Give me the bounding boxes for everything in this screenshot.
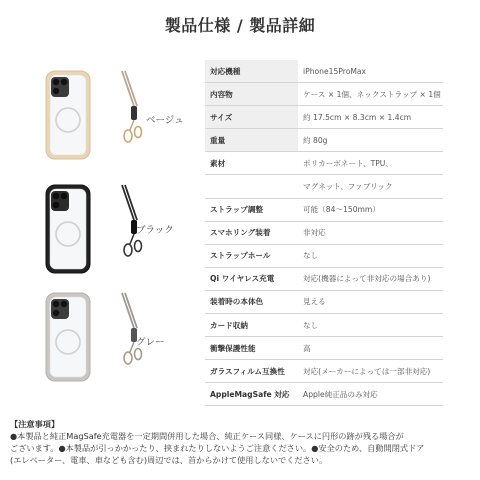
spec-key: 対応機種 (205, 60, 298, 83)
spec-key: 重量 (205, 129, 298, 152)
color-label-black: ブラック (136, 225, 174, 236)
spec-key: Qi ワイヤレス充電 (205, 267, 298, 290)
spec-row (205, 314, 443, 337)
spec-row (205, 383, 443, 406)
spec-table (205, 60, 443, 406)
notes-line: ●本製品と純正MagSafe充電器を一定期間併用した場合、純正ケース同様、ケースに円形の跡が残る場合が (10, 431, 404, 441)
notes-line: ございます。●本製品が引っかかったり、挟まれたりしないようご注意ください。●安全のため、自動開閉式ドア (10, 443, 425, 453)
spec-row (205, 152, 443, 175)
spec-key: ストラップホール (205, 244, 298, 267)
spec-row (205, 175, 443, 198)
spec-value: 対応(機器によって非対応の場合あり) (298, 267, 443, 290)
spec-value: 対応(メーカーによっては一部非対応) (298, 360, 443, 383)
spec-key: カード収納 (205, 314, 298, 337)
spec-value: Apple純正品のみ対応 (298, 383, 443, 406)
product-black (30, 182, 205, 262)
spec-key: 装着時の本体色 (205, 290, 298, 313)
spec-value: なし (298, 314, 443, 337)
case-grey-image (30, 290, 205, 385)
spec-value: なし (298, 244, 443, 267)
spec-key: スマホリング装着 (205, 221, 298, 244)
spec-value: 約 80g (298, 129, 443, 152)
spec-value: iPhone15ProMax (298, 60, 443, 83)
spec-row (205, 290, 443, 313)
spec-key: ストラップ調整 (205, 198, 298, 221)
notes-section (10, 418, 472, 466)
color-label-grey: グレー (136, 337, 165, 348)
spec-value: 見える (298, 290, 443, 313)
spec-row (205, 221, 443, 244)
spec-value: ケース × 1個、ネックストラップ × 1個 (298, 83, 443, 106)
product-grey (30, 290, 205, 370)
spec-key: 素材 (205, 152, 298, 175)
spec-key: 内容物 (205, 83, 298, 106)
spec-value: 約 17.5cm × 8.3cm × 1.4cm (298, 106, 443, 129)
spec-value: 高 (298, 337, 443, 360)
color-label-beige: ベージュ (146, 115, 184, 126)
product-beige (30, 68, 205, 148)
notes-line: (エレベーター、電車、車なども含む)周辺では、首からかけて使用しないでください。 (10, 455, 328, 465)
spec-row (205, 198, 443, 221)
spec-value: 非対応 (298, 221, 443, 244)
spec-row (205, 244, 443, 267)
spec-key: ガラスフィルム互換性 (205, 360, 298, 383)
spec-key: 衝撃保護性能 (205, 337, 298, 360)
spec-row (205, 106, 443, 129)
spec-row (205, 337, 443, 360)
spec-key: AppleMagSafe 対応 (205, 383, 298, 406)
spec-value: 可能（84〜150mm） (298, 198, 443, 221)
spec-row (205, 60, 443, 83)
spec-row (205, 360, 443, 383)
spec-value: ポリカーボネート、TPU、 (298, 152, 443, 175)
page-title: 製品仕様 / 製品詳細 (164, 16, 316, 35)
case-black-image (30, 182, 205, 277)
spec-row (205, 129, 443, 152)
spec-value: マグネット、ファブリック (298, 175, 443, 198)
spec-row (205, 267, 443, 290)
spec-key (205, 175, 298, 198)
notes-heading: 【注意事項】 (10, 419, 60, 429)
spec-row (205, 83, 443, 106)
spec-key: サイズ (205, 106, 298, 129)
